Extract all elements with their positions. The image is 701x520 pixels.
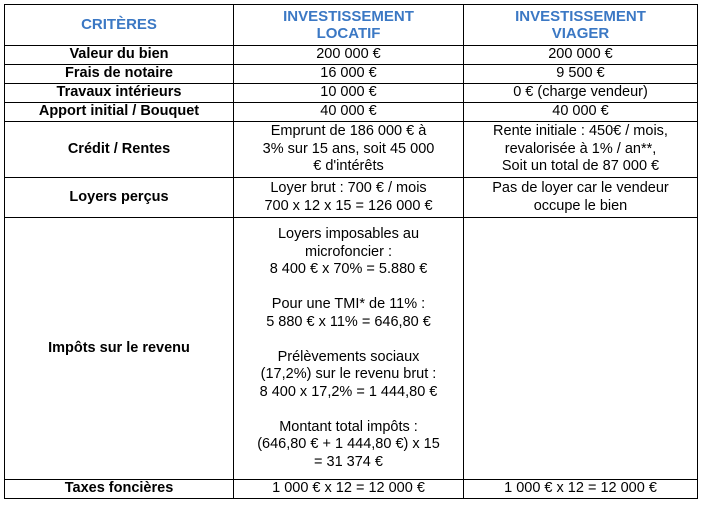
header-criteria: CRITÈRES — [5, 5, 234, 46]
cell-line: = 31 374 € — [314, 453, 383, 470]
row-label: Frais de notaire — [5, 65, 234, 84]
locatif-cell — [234, 122, 464, 178]
cell-line: occupe le bien — [533, 197, 628, 214]
row-label: Loyers perçus — [5, 178, 234, 218]
table-row — [5, 103, 698, 122]
cell-spacer — [238, 401, 459, 419]
cell-line: Prélèvements sociaux — [277, 348, 420, 365]
header-viager-line: INVESTISSEMENT — [515, 7, 646, 25]
cell-line: (646,80 € + 1 444,80 €) x 15 — [257, 436, 440, 452]
cell-line: Loyer brut : 700 € / mois — [270, 180, 427, 196]
row-label: Apport initial / Bouquet — [5, 103, 234, 122]
cell-line: Emprunt de 186 000 € à — [270, 123, 427, 140]
cell-spacer — [238, 279, 459, 297]
viager-cell — [464, 46, 698, 65]
locatif-tax-cell — [234, 218, 464, 480]
cell-line: (17,2%) sur le revenu brut : — [260, 366, 437, 382]
row-label: Crédit / Rentes — [5, 122, 234, 178]
header-locatif-line: LOCATIF — [316, 25, 381, 42]
header-locatif-line: INVESTISSEMENT — [283, 7, 414, 25]
viager-cell — [464, 65, 698, 84]
cell-line: 0 € (charge vendeur) — [513, 84, 648, 101]
table-row — [5, 178, 698, 218]
locatif-cell — [234, 178, 464, 218]
cell-line: Montant total impôts : — [279, 418, 418, 435]
table-row — [5, 84, 698, 103]
cell-line: 10 000 € — [320, 84, 377, 101]
table-row — [5, 46, 698, 65]
viager-tax-cell — [464, 218, 698, 480]
cell-line: € d'intérêts — [313, 158, 384, 175]
cell-line: 700 x 12 x 15 = 126 000 € — [264, 197, 433, 214]
cell-line: 3% sur 15 ans, soit 45 000 — [262, 140, 435, 157]
cell-line: 16 000 € — [320, 65, 377, 82]
cell-spacer — [238, 331, 459, 349]
comparison-table — [4, 4, 698, 499]
header-viager — [464, 5, 698, 46]
cell-line: Soit un total de 87 000 € — [501, 158, 660, 175]
table-row — [5, 480, 698, 499]
row-label: Travaux intérieurs — [5, 84, 234, 103]
cell-line: Pas de loyer car le vendeur — [492, 180, 669, 196]
cell-line: 8 400 € x 70% = 5.880 € — [269, 261, 428, 277]
viager-cell — [464, 103, 698, 122]
cell-line: 5 880 € x 11% = 646,80 € — [266, 313, 431, 330]
cell-line: 9 500 € — [556, 65, 605, 82]
cell-line: 8 400 x 17,2% = 1 444,80 € — [259, 383, 438, 400]
locatif-cell — [234, 46, 464, 65]
header-row — [5, 5, 698, 46]
cell-line: 200 000 € — [316, 46, 381, 63]
cell-line: revalorisée à 1% / an**, — [504, 140, 657, 157]
table-row — [5, 65, 698, 84]
viager-cell: 1 000 € x 12 = 12 000 € — [464, 480, 698, 499]
table-row — [5, 122, 698, 178]
locatif-cell: 1 000 € x 12 = 12 000 € — [234, 480, 464, 499]
locatif-cell — [234, 84, 464, 103]
locatif-cell — [234, 65, 464, 84]
viager-cell — [464, 178, 698, 218]
cell-line: 40 000 € — [320, 103, 377, 120]
locatif-cell — [234, 103, 464, 122]
cell-line: 40 000 € — [552, 103, 609, 120]
row-label: Impôts sur le revenu — [5, 218, 234, 480]
viager-cell — [464, 84, 698, 103]
row-label: Valeur du bien — [5, 46, 234, 65]
cell-line: Rente initiale : 450€ / mois, — [493, 123, 668, 140]
table-row-taxes — [5, 218, 698, 480]
header-viager-line: VIAGER — [551, 25, 610, 42]
header-locatif — [234, 5, 464, 46]
cell-line: Pour une TMI* de 11% : — [271, 296, 426, 312]
viager-cell — [464, 122, 698, 178]
cell-line: microfoncier : — [304, 243, 393, 260]
cell-line: 200 000 € — [548, 46, 613, 63]
cell-line: Loyers imposables au — [277, 226, 420, 242]
row-label: Taxes foncières — [5, 480, 234, 499]
